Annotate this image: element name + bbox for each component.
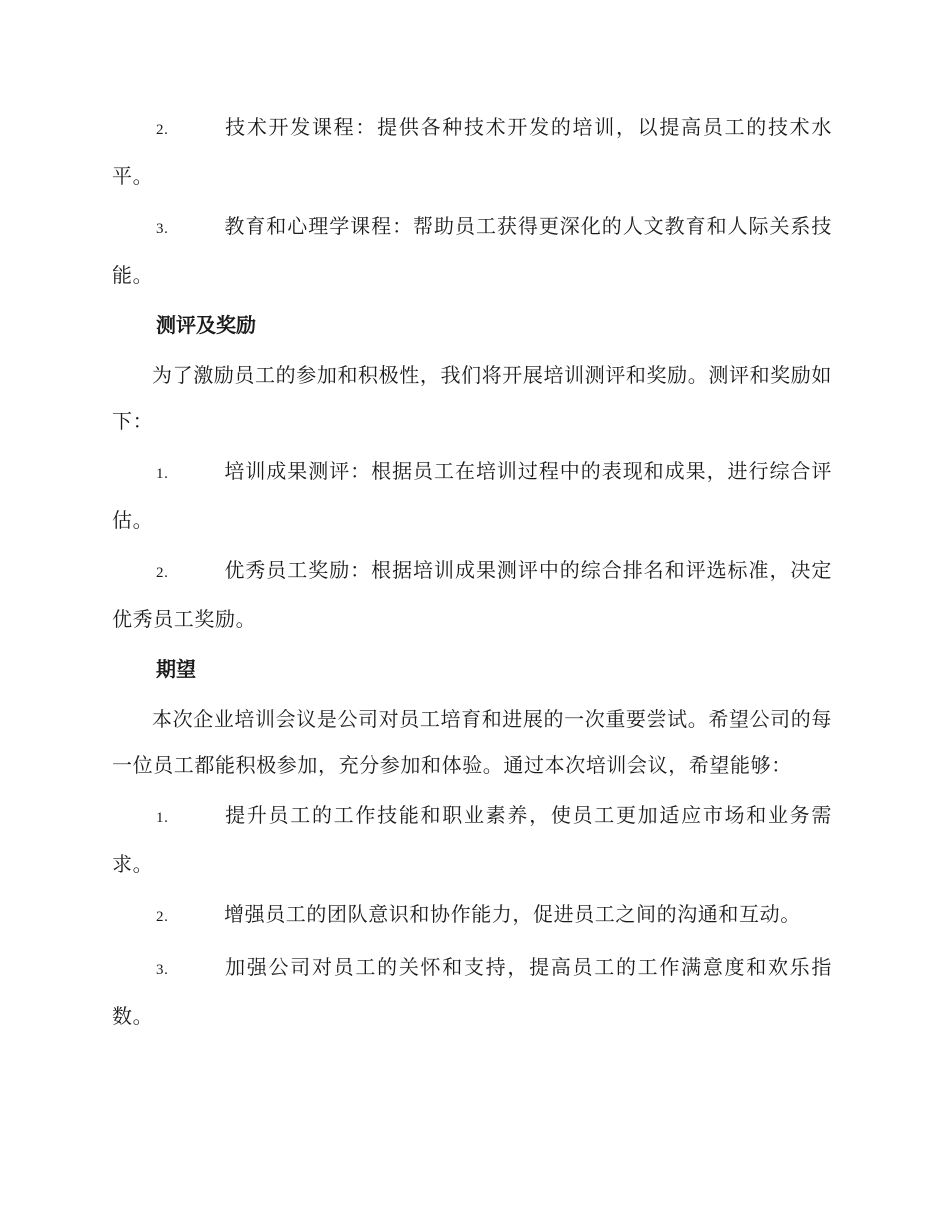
list-item xyxy=(112,104,832,199)
list-item xyxy=(112,547,832,642)
expectation-intro-paragraph: 本次企业培训会议是公司对员工培育和进展的一次重要尝试。希望公司的每一位员工都能积极参加，充分参加和体验。通过本次培训会议，希望能够： xyxy=(112,707,832,777)
list-number: 1. xyxy=(156,810,169,826)
list-number: 1. xyxy=(156,466,169,482)
list-item xyxy=(112,891,832,940)
list-number: 2. xyxy=(156,909,169,925)
list-item-text: 优秀员工奖励：根据培训成果测评中的综合排名和评选标准，决定优秀员工奖励。 xyxy=(112,558,832,631)
evaluation-intro-paragraph: 为了激励员工的参加和积极性，我们将开展培训测评和奖励。测评和奖励如下： xyxy=(112,363,832,433)
list-item xyxy=(112,203,832,298)
list-number: 2. xyxy=(156,122,169,138)
list-number: 3. xyxy=(156,221,169,237)
list-number: 3. xyxy=(156,962,169,978)
list-item-text: 技术开发课程：提供各种技术开发的培训，以提高员工的技术水平。 xyxy=(112,115,832,188)
list-item xyxy=(112,448,832,543)
list-item-text: 教育和心理学课程：帮助员工获得更深化的人文教育和人际关系技能。 xyxy=(112,214,832,287)
list-number: 2. xyxy=(156,565,169,581)
list-item-text: 培训成果测评：根据员工在培训过程中的表现和成果，进行综合评估。 xyxy=(112,459,832,532)
list-item-text: 提升员工的工作技能和职业素养，使员工更加适应市场和业务需求。 xyxy=(112,803,832,876)
list-item xyxy=(112,792,832,887)
list-item-text: 加强公司对员工的关怀和支持，提高员工的工作满意度和欢乐指数。 xyxy=(112,955,832,1028)
list-item xyxy=(112,944,832,1039)
document-body xyxy=(112,104,832,1043)
list-item-text: 增强员工的团队意识和协作能力，促进员工之间的沟通和互动。 xyxy=(224,902,801,926)
section-heading-evaluation: 测评及奖励 xyxy=(156,313,256,337)
section-heading-expectation: 期望 xyxy=(156,657,196,681)
